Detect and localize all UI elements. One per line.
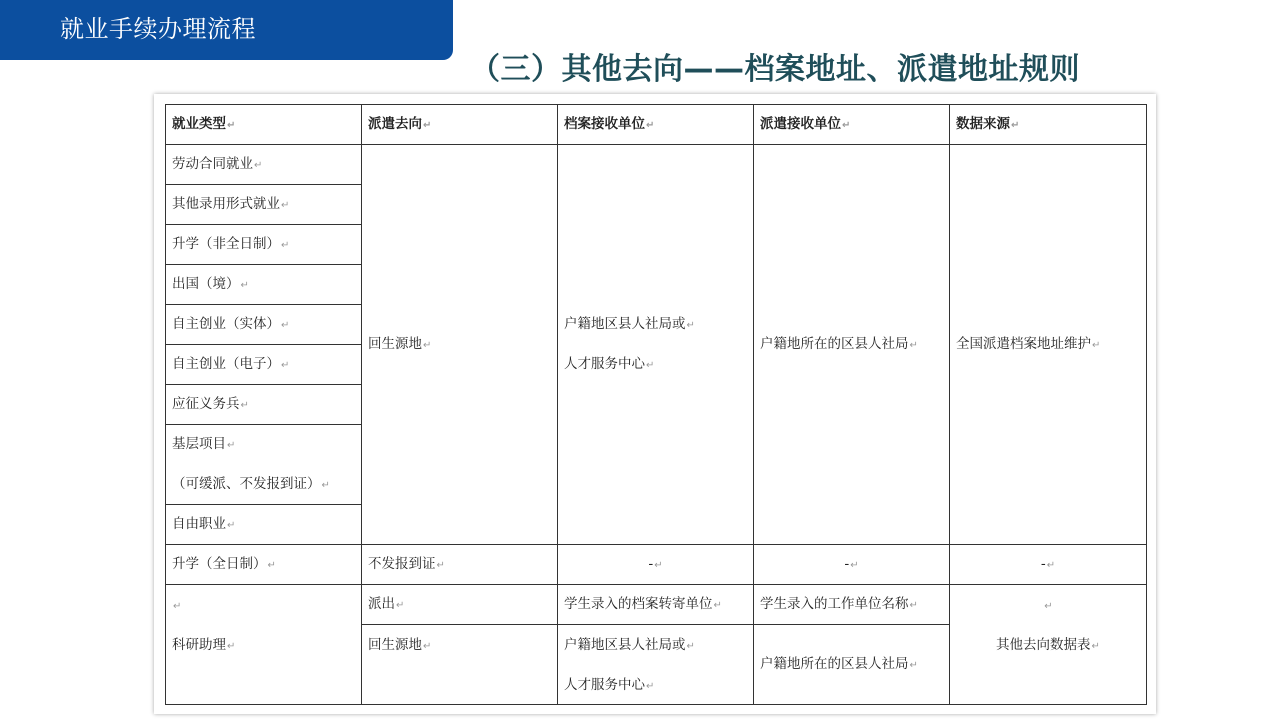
type-cell: 劳动合同就业↵ — [166, 145, 362, 185]
document-screenshot — [154, 94, 1156, 714]
table-header-row — [166, 105, 1147, 145]
group1-archive-unit — [558, 145, 754, 545]
type-cell: 出国（境）↵ — [166, 265, 362, 305]
type-cell: 自主创业（电子）↵ — [166, 345, 362, 385]
fulltime-type: 升学（全日制）↵ — [166, 545, 362, 585]
research-type: ↵ 科研助理↵ — [166, 585, 362, 705]
research-destination-1: 派出↵ — [362, 585, 558, 625]
research-dispatch-1: 学生录入的工作单位名称↵ — [754, 585, 950, 625]
fulltime-destination: 不发报到证↵ — [362, 545, 558, 585]
group1-destination: 回生源地↵ — [362, 145, 558, 545]
table-row — [166, 145, 1147, 185]
type-cell: 自由职业↵ — [166, 505, 362, 545]
type-cell: 应征义务兵↵ — [166, 385, 362, 425]
slide-title: （三）其他去向——档案地址、派遣地址规则 — [470, 52, 1080, 87]
research-archive-1: 学生录入的档案转寄单位↵ — [558, 585, 754, 625]
section-title: 就业手续办理流程 — [60, 15, 256, 43]
research-data-source: ↵ 其他去向数据表↵ — [950, 585, 1147, 705]
group1-dispatch-unit: 户籍地所在的区县人社局↵ — [754, 145, 950, 545]
header-archive-unit: 档案接收单位↵ — [558, 105, 754, 145]
rules-table — [165, 104, 1147, 705]
section-header-tab — [0, 0, 453, 60]
group1-data-source: 全国派遣档案地址维护↵ — [950, 145, 1147, 545]
type-cell: 自主创业（实体）↵ — [166, 305, 362, 345]
research-archive-2: 户籍地区县人社局或↵ 人才服务中心↵ — [558, 625, 754, 705]
type-cell: 其他录用形式就业↵ — [166, 185, 362, 225]
table-row-research-1 — [166, 585, 1147, 625]
header-dispatch-destination: 派遣去向↵ — [362, 105, 558, 145]
research-destination-2: 回生源地↵ — [362, 625, 558, 705]
type-cell-grassroots: 基层项目↵ （可缓派、不发报到证）↵ — [166, 425, 362, 505]
fulltime-dispatch: -↵ — [754, 545, 950, 585]
table-row-fulltime — [166, 545, 1147, 585]
header-dispatch-unit: 派遣接收单位↵ — [754, 105, 950, 145]
archive-line-2: 人才服务中心↵ — [564, 355, 655, 372]
header-data-source: 数据来源↵ — [950, 105, 1147, 145]
type-cell: 升学（非全日制）↵ — [166, 225, 362, 265]
fulltime-source: -↵ — [950, 545, 1147, 585]
header-employment-type: 就业类型↵ — [166, 105, 362, 145]
archive-line-1: 户籍地区县人社局或↵ — [564, 315, 695, 332]
fulltime-archive: -↵ — [558, 545, 754, 585]
research-dispatch-2: 户籍地所在的区县人社局↵ — [754, 625, 950, 705]
